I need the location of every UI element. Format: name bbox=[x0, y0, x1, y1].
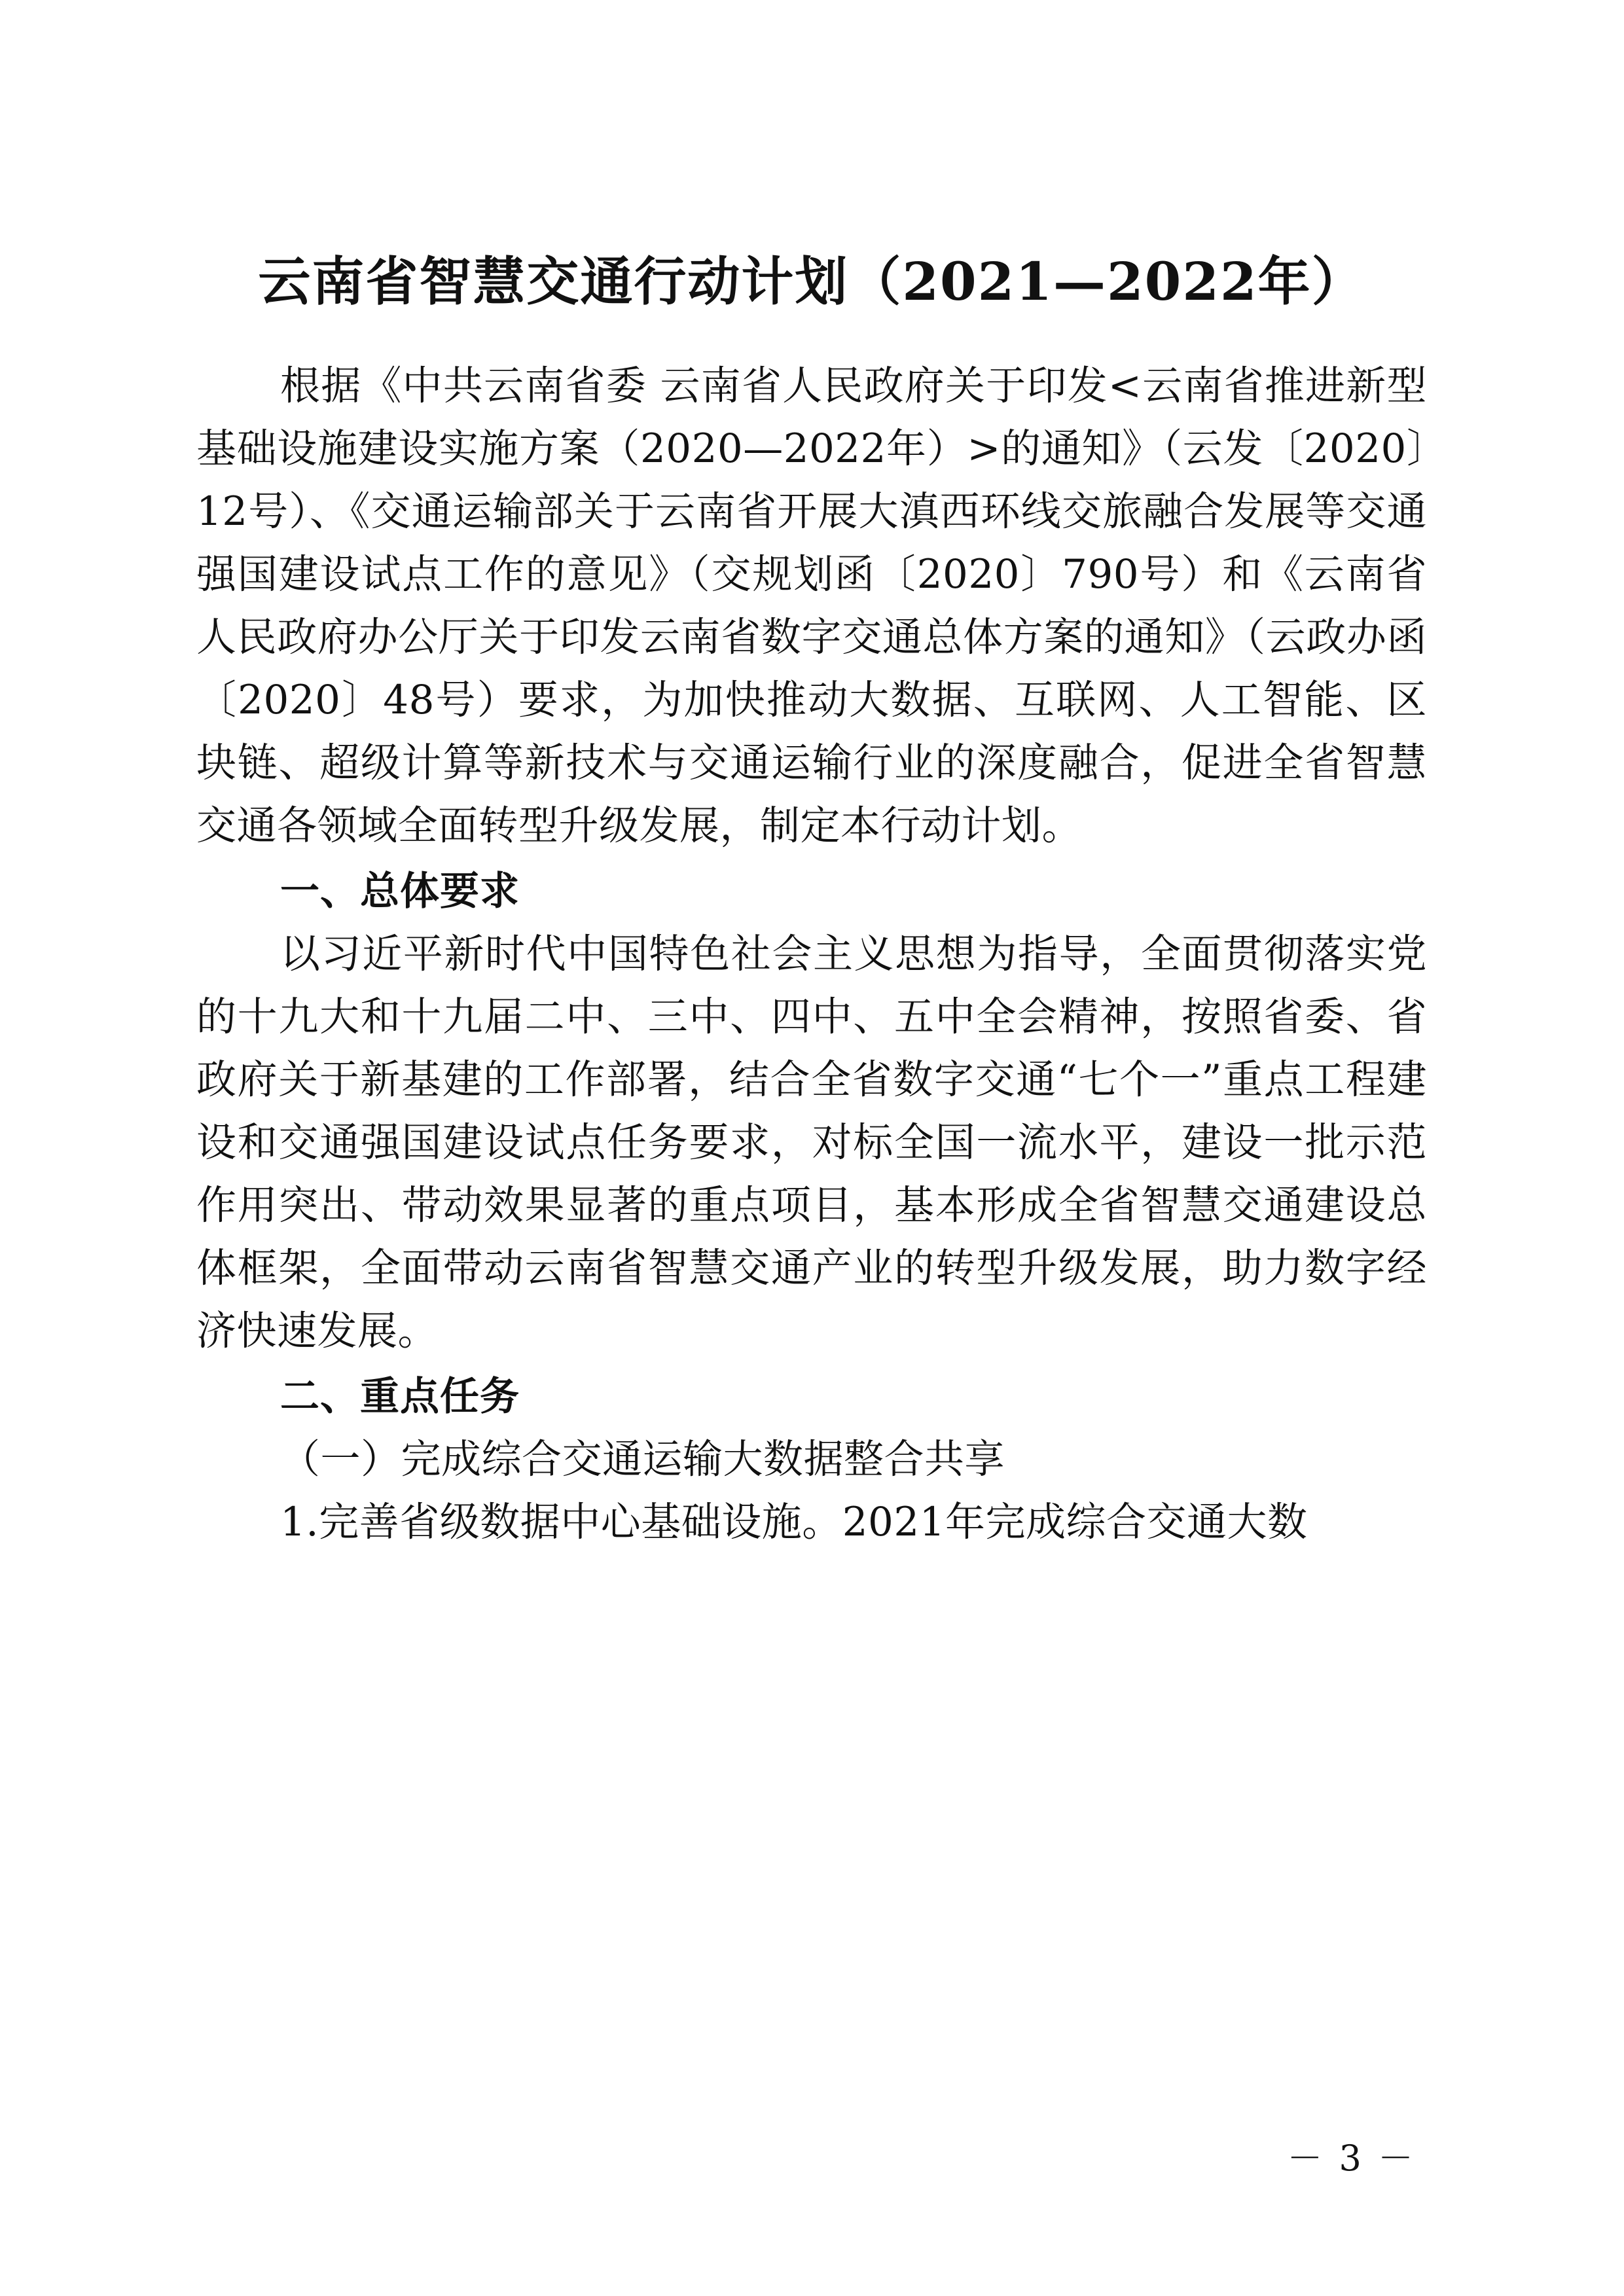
heading-section-one: 一、总体要求 bbox=[280, 869, 520, 914]
list-item-section-two-one-1: 1.完善省级数据中心基础设施。2021年完成综合交通大数 bbox=[280, 1499, 1308, 1545]
page-number: － 3 － bbox=[1287, 2138, 1416, 2179]
paragraph-preamble: 根据《中共云南省委 云南省人民政府关于印发<云南省推进新型基础设施建设实施方案（2020—2022年）>的通知》（云发〔2020〕12号）、《交通运输部关于云南省开展大滇西环线交旅融合发展等交通强国建设试点工作的意见》（交规划函〔2020〕790号）和《云南省人民政府办公厅关于印发云南省数字交通总体方案的通知》（云政办函〔2020〕48号）要求，为加快推动大数据、互联网、人工智能、区块链、超级计算等新技术与交通运输行业的深度融合，促进全省智慧交通各领域全面转型升级发展，制定本行动计划。 bbox=[196, 363, 1427, 849]
page-title: 云南省智慧交通行动计划（2021—2022年） bbox=[258, 251, 1365, 312]
document-body bbox=[196, 249, 1427, 1554]
paragraph-section-one-body: 以习近平新时代中国特色社会主义思想为指导，全面贯彻落实党的十九大和十九届二中、三中、四中、五中全会精神，按照省委、省政府关于新基建的工作部署，结合全省数字交通“七个一”重点工程建设和交通强国建设试点任务要求，对标全国一流水平，建设一批示范作用突出、带动效果显著的重点项目，基本形成全省智慧交通建设总体框架，全面带动云南省智慧交通产业的转型升级发展，助力数字经济快速发展。 bbox=[196, 931, 1427, 1354]
heading-section-two: 二、重点任务 bbox=[280, 1374, 520, 1420]
subheading-section-two-one: （一）完成综合交通运输大数据整合共享 bbox=[280, 1436, 1005, 1482]
